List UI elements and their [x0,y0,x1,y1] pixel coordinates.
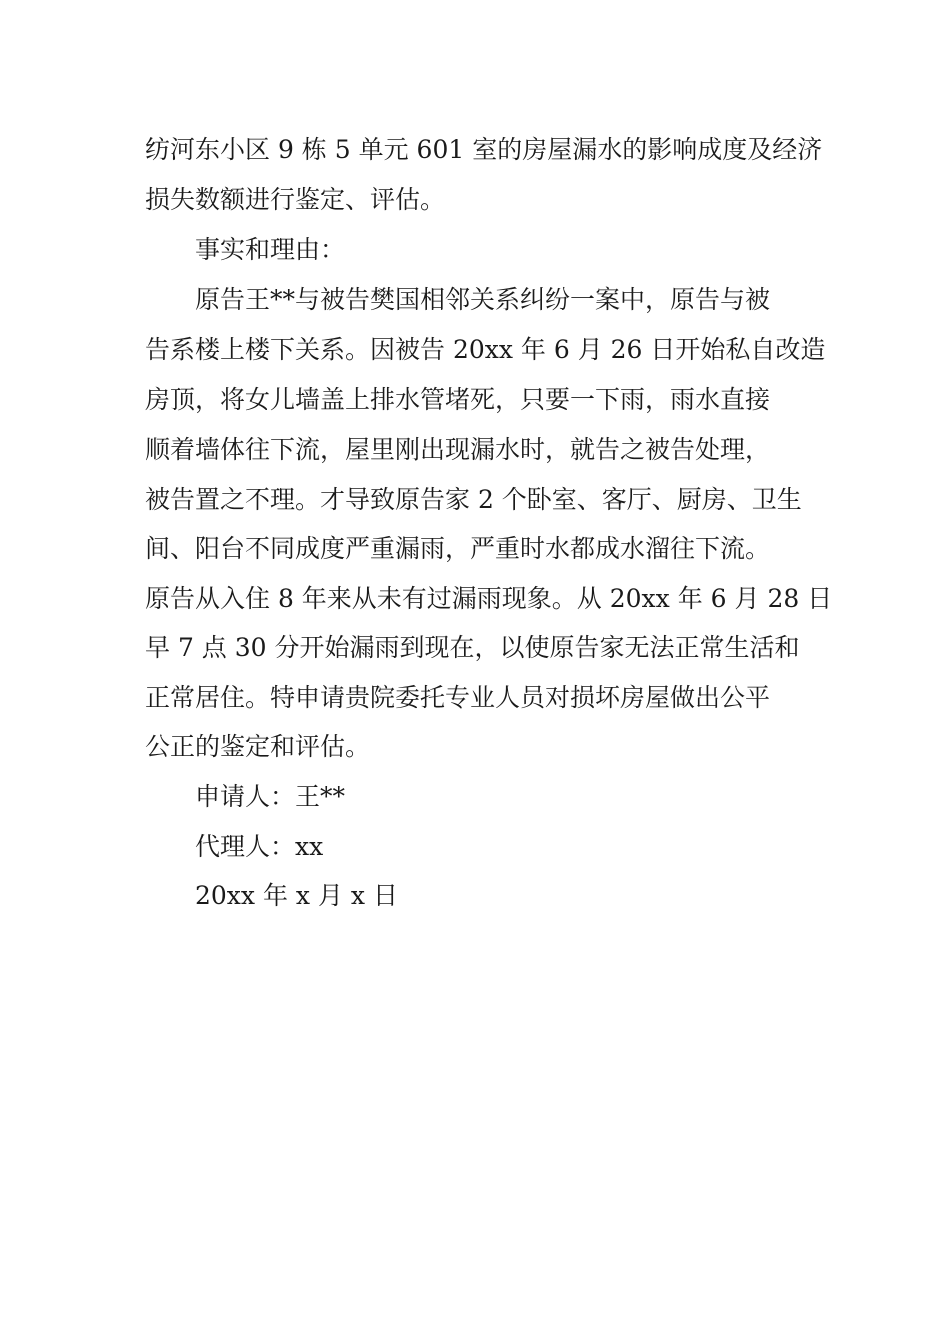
agent-line: 代理人：xx [195,832,324,861]
body-line: 正常居住。特申请贵院委托专业人员对损坏房屋做出公平 [145,683,771,712]
body-line: 原告王**与被告樊国相邻关系纠纷一案中，原告与被 [195,285,771,314]
date-line: 20xx 年 x 月 x 日 [195,881,398,910]
body-line: 被告置之不理。才导致原告家 2 个卧室、客厅、厨房、卫生 [145,485,802,514]
body-line: 告系楼上楼下关系。因被告 20xx 年 6 月 26 日开始私自改造 [145,335,826,364]
opening-line: 纺河东小区 9 栋 5 单元 601 室的房屋漏水的影响成度及经济 [145,135,823,164]
section-heading: 事实和理由： [195,235,346,264]
opening-line: 损失数额进行鉴定、评估。 [145,185,446,214]
body-line: 早 7 点 30 分开始漏雨到现在，以使原告家无法正常生活和 [145,633,800,662]
body-line: 原告从入住 8 年来从未有过漏雨现象。从 20xx 年 6 月 28 日 [145,584,833,613]
body-line: 房顶，将女儿墙盖上排水管堵死，只要一下雨，雨水直接 [145,385,771,414]
body-line: 间、阳台不同成度严重漏雨，严重时水都成水溜往下流。 [145,534,771,563]
applicant-line: 申请人：王** [195,782,346,811]
body-line: 公正的鉴定和评估。 [145,732,371,761]
body-line: 顺着墙体往下流，屋里刚出现漏水时，就告之被告处理， [145,435,771,464]
